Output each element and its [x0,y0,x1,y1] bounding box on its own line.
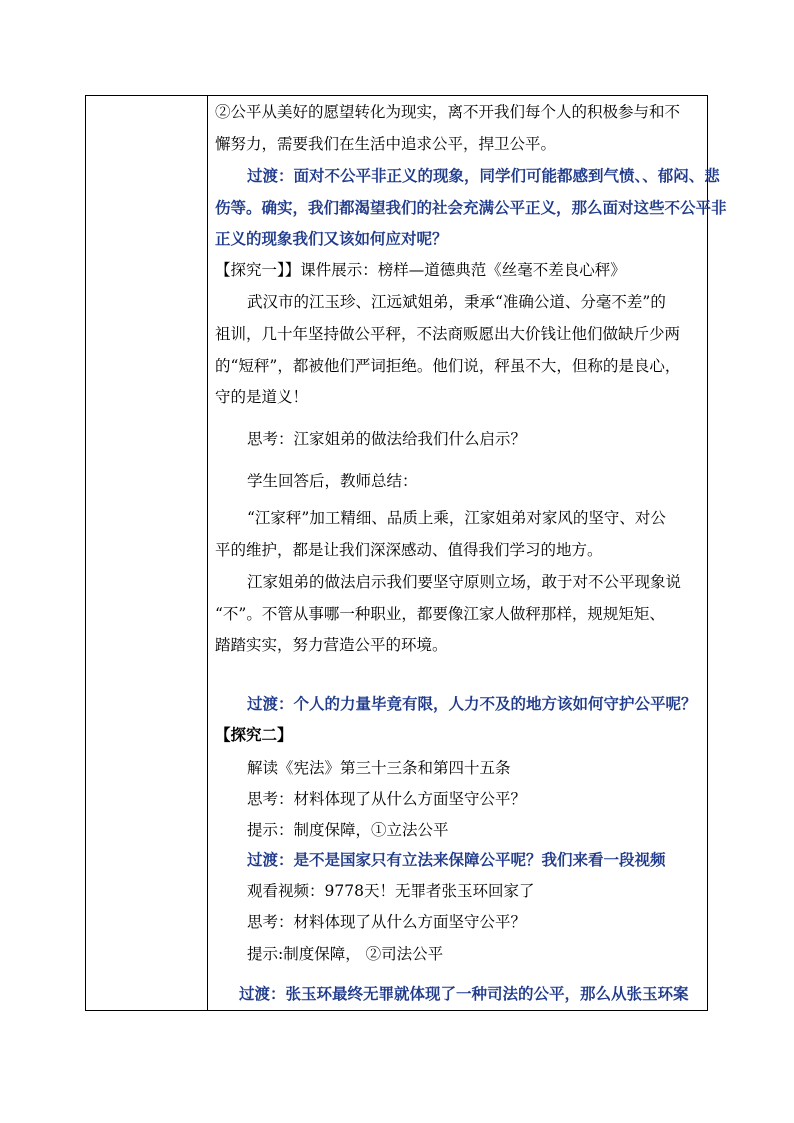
text-line: 祖训，几十年坚持做公平秤，不法商贩愿出大价钱让他们做缺斤少两 [215,325,681,343]
section-heading: 【探究二】 [215,725,293,744]
text-line: 思考：江家姐弟的做法给我们什么启示？ [247,430,527,448]
text-line: 提示：制度保障，①立法公平 [247,821,449,839]
text-line: 提示:制度保障， ②司法公平 [247,945,444,963]
text-line: 思考：材料体现了从什么方面坚守公平？ [247,790,527,808]
text-line: 守的是道义！ [215,388,309,406]
transition-line: 过渡：是不是国家只有立法来保障公平呢？我们来看一段视频 [247,851,666,869]
text-line: ②公平从美好的愿望转化为现实，离不开我们每个人的积极参与和不 [215,103,681,121]
text-line: 学生回答后，教师总结： [247,472,418,490]
text-line: 解读《宪法》第三十三条和第四十五条 [247,759,511,777]
text-line: 武汉市的江玉珍、江远斌姐弟，秉承“准确公道、分毫不差”的 [247,293,666,311]
text-line: “江家秤”加工精细、品质上乘，江家姐弟对家风的坚守、对公 [247,509,666,527]
text-line: 踏踏实实，努力营造公平的环境。 [215,636,448,654]
text-line: 平的维护，都是让我们深深感动、值得我们学习的地方。 [215,541,603,559]
transition-line: 过渡：面对不公平非正义的现象，同学们可能都感到气愤、、郁闷、悲 [247,167,720,185]
text-line: 江家姐弟的做法启示我们要坚守原则立场，敢于对不公平现象说 [247,573,682,591]
transition-line: 伤等。确实，我们都渴望我们的社会充满公平正义，那么面对这些不公平非 [215,199,727,217]
text-line: 观看视频：9778天！无罪者张玉环回家了 [247,882,535,900]
transition-line: 过渡：张玉环最终无罪就体现了一种司法的公平，那么从张玉环案 [239,985,689,1003]
text-line: 思考：材料体现了从什么方面坚守公平？ [247,913,527,931]
text-line: “不”。不管从事哪一种职业，都要像江家人做秤那样，规规矩矩、 [215,605,665,623]
section-heading: 【探究一】】课件展示：榜样—道德典范《丝毫不差良心秤》 [215,261,626,279]
column-divider [207,96,208,1010]
text-line: 的“短秤”，都被他们严词拒绝。他们说，秤虽不大，但称的是良心， [215,357,681,375]
transition-line: 过渡：个人的力量毕竟有限，人力不及的地方该如何守护公平呢？ [247,695,697,713]
lesson-table [85,95,727,1011]
text-line: 懈努力，需要我们在生活中追求公平，捍卫公平。 [215,135,557,153]
transition-line: 正义的现象我们又该如何应对呢？ [215,230,448,248]
